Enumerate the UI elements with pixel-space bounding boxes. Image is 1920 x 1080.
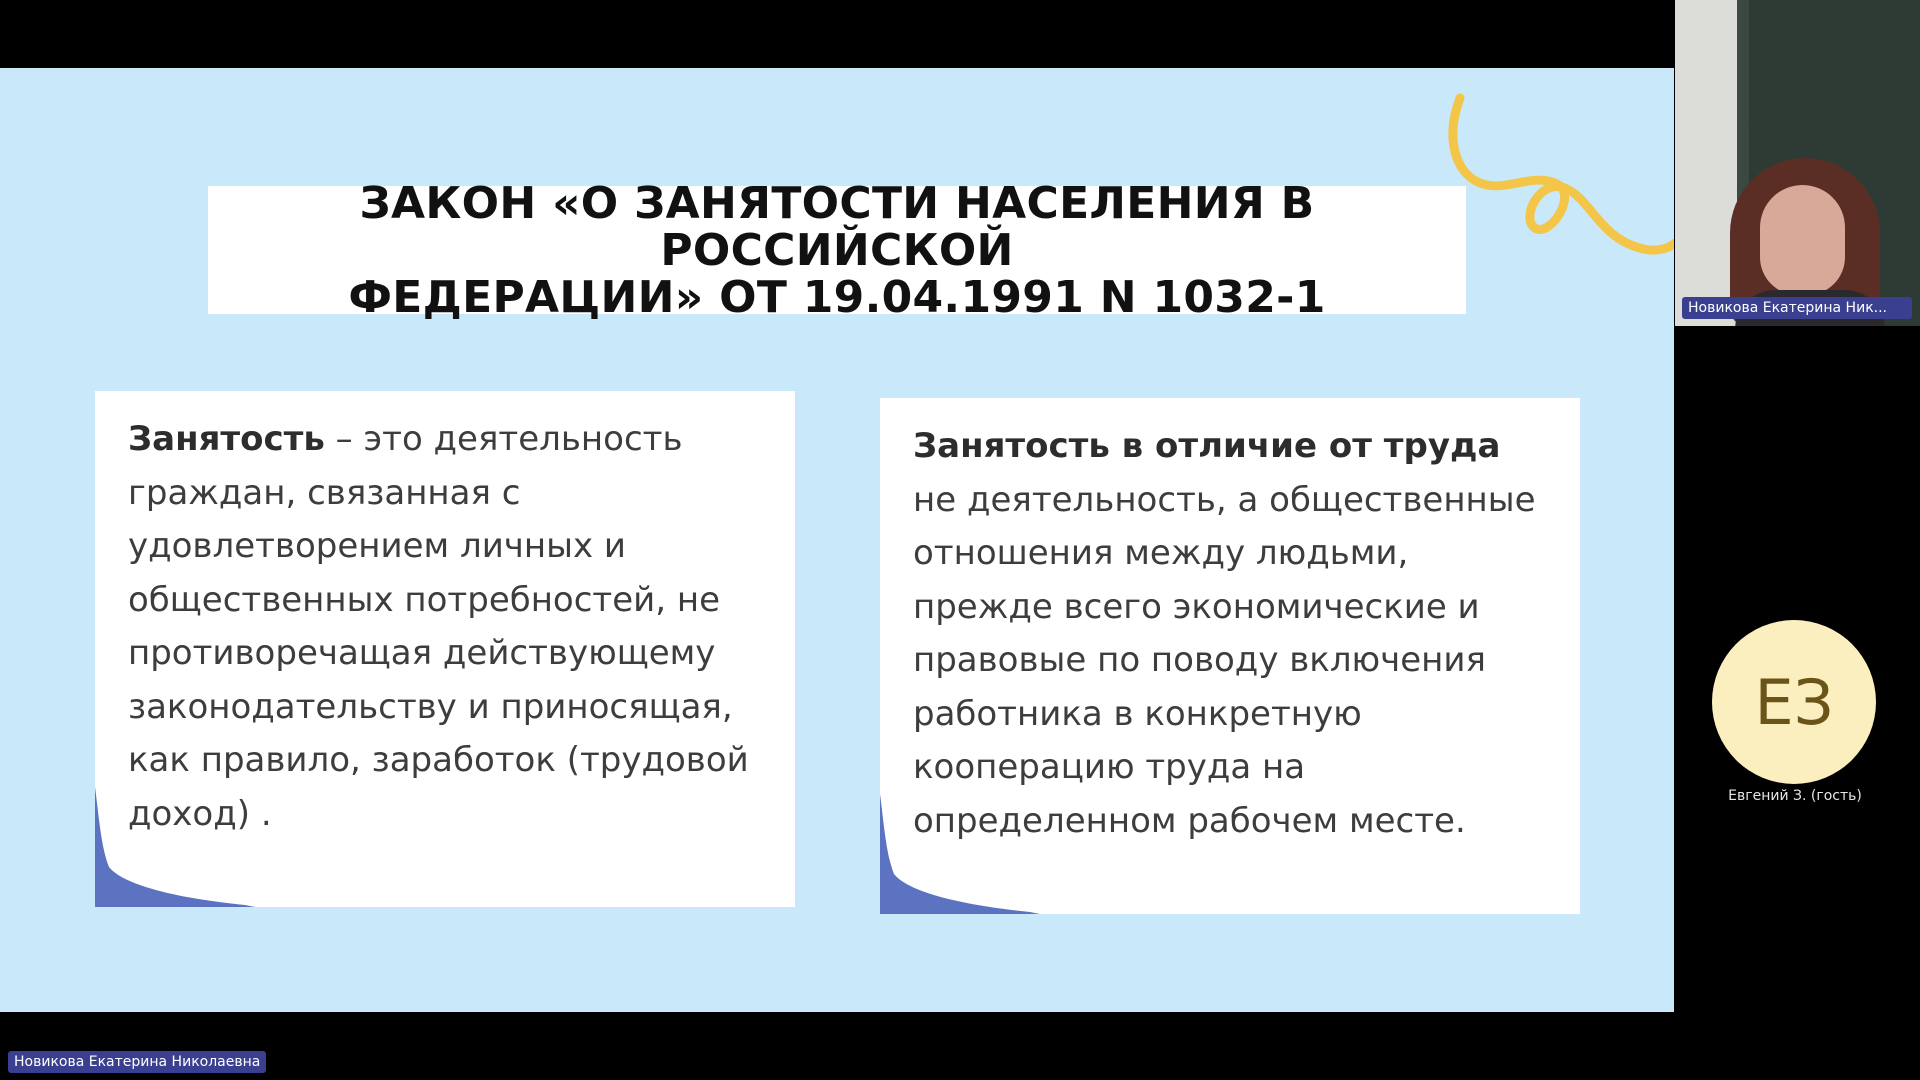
presentation-slide: [0, 68, 1674, 1012]
definition-card-right: [880, 398, 1580, 914]
slide-title-line-2: ФЕДЕРАЦИИ» ОТ 19.04.1991 N 1032-1: [348, 271, 1326, 323]
ribbon-decoration-icon: [1440, 78, 1674, 278]
right-card-text: [913, 420, 1550, 848]
video-background-wall: [1675, 0, 1737, 326]
right-card-term: Занятость в отличие от труда: [913, 426, 1501, 466]
slide-title-box: [208, 177, 1466, 323]
presenter-name-chip: Новикова Екатерина Ник...: [1682, 297, 1912, 319]
definition-card-left: [95, 391, 795, 907]
guest-name-label: Евгений З. (гость): [1728, 788, 1862, 804]
guest-avatar[interactable]: ЕЗ: [1712, 620, 1876, 784]
slide-title: [208, 177, 1466, 323]
main-speaker-name-chip: Новикова Екатерина Николаевна: [8, 1051, 266, 1073]
slide-title-line-1: ЗАКОН «О ЗАНЯТОСТИ НАСЕЛЕНИЯ В РОССИЙСКОЙ: [359, 177, 1315, 276]
presenter-video-tile[interactable]: [1675, 0, 1920, 326]
right-card-definition: не деятельность, а общественные отношения между людьми, прежде всего экономические и правовые по поводу включения работника в конкретную кооперацию труда на определенном рабочем месте.: [913, 479, 1536, 841]
presenter-face: [1760, 185, 1845, 295]
left-card-text: [128, 413, 765, 841]
left-card-term: Занятость: [128, 419, 325, 459]
left-card-definition: – это деятельность граждан, связанная с удовлетворением личных и общественных потребностей, не противоречащая действующему законодательству и приносящая, как правило, заработок (трудовой доход) .: [128, 419, 749, 834]
